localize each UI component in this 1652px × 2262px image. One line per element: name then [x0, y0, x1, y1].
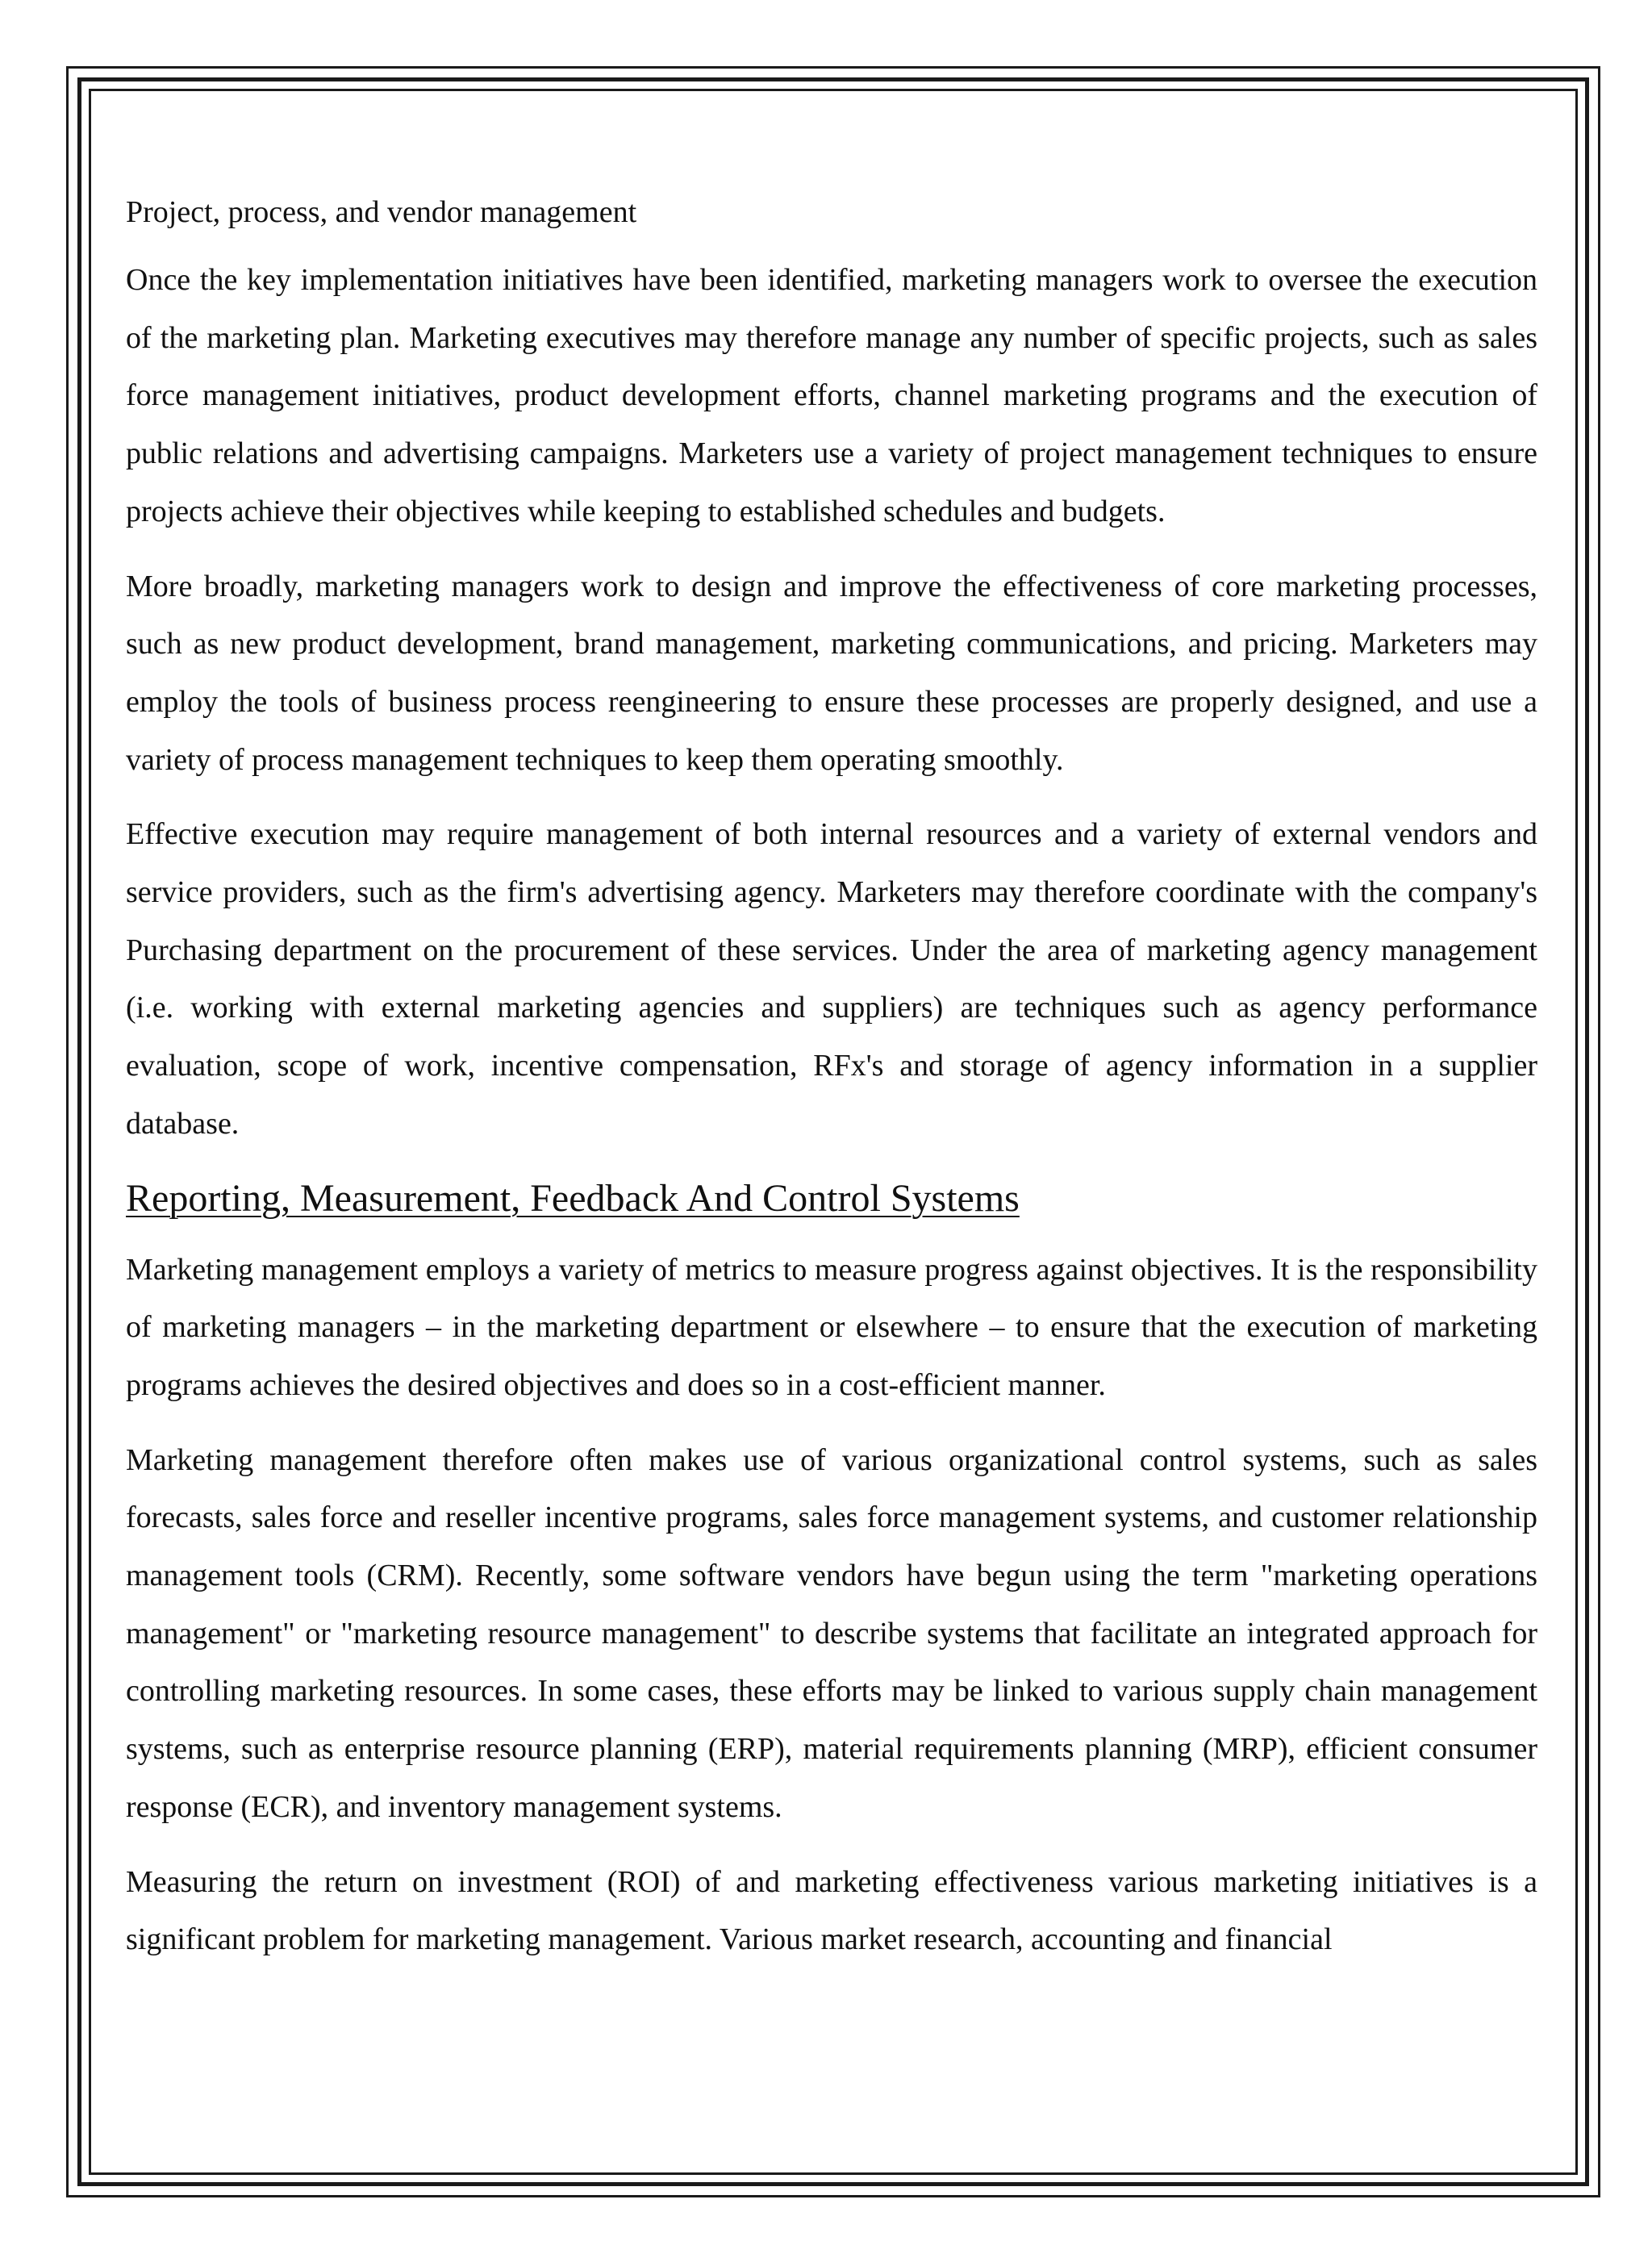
paragraph-roi: Measuring the return on investment (ROI) of and marketing effectiveness various marketing initiatives is a significant problem for marketing management. Various market research, accounting and financial — [126, 1864, 1537, 1957]
subheading-project-process-vendor: Project, process, and vendor management — [126, 195, 637, 229]
section-heading-reporting-measurement: Reporting, Measurement, Feedback And Control Systems — [126, 1176, 1020, 1220]
paragraph-control-systems: Marketing management therefore often makes use of various organizational control systems, such as sales forecasts, sales force and reseller incentive programs, sales force management systems, and customer relationship management tools (CRM). Recently, some software vendors have begun using the term "marketing operations management" or "marketing resource management" to describe systems that facilitate an integrated approach for controlling marketing resources. In some cases, these efforts may be linked to various supply chain management systems, such as enterprise resource planning (ERP), material requirements planning (MRP), efficient consumer response (ECR), and inventory management systems. — [126, 1442, 1537, 1824]
paragraph-metrics: Marketing management employs a variety of metrics to measure progress against objectives. It is the responsibility of marketing managers – in the marketing department or elsewhere – to ensure that the execution of marketing programs achieves the desired objectives and does so in a cost-efficient manner. — [126, 1252, 1537, 1402]
paragraph-core-marketing-processes: More broadly, marketing managers work to design and improve the effectiveness of core marketing processes, such as new product development, brand management, marketing communications, and pricing. Marketers may employ the tools of business process reengineering to ensure these processes are properly designed, and use a variety of process management techniques to keep them operating smoothly. — [126, 569, 1537, 777]
document-body — [126, 184, 1537, 1986]
paragraph-vendor-management: Effective execution may require management of both internal resources and a variety of external vendors and service providers, such as the firm's advertising agency. Marketers may therefore coordinate with the company's Purchasing department on the procurement of these services. Under the area of marketing agency management (i.e. working with external marketing agencies and suppliers) are techniques such as agency performance evaluation, scope of work, incentive compensation, RFx's and storage of agency information in a supplier database. — [126, 817, 1537, 1141]
paragraph-implementation-initiatives: Once the key implementation initiatives have been identified, marketing managers work to oversee the execution of the marketing plan. Marketing executives may therefore manage any number of specific projects, such as sales force management initiatives, product development efforts, channel marketing programs and the execution of public relations and advertising campaigns. Marketers use a variety of project management techniques to ensure projects achieve their objectives while keeping to established schedules and budgets. — [126, 263, 1537, 528]
